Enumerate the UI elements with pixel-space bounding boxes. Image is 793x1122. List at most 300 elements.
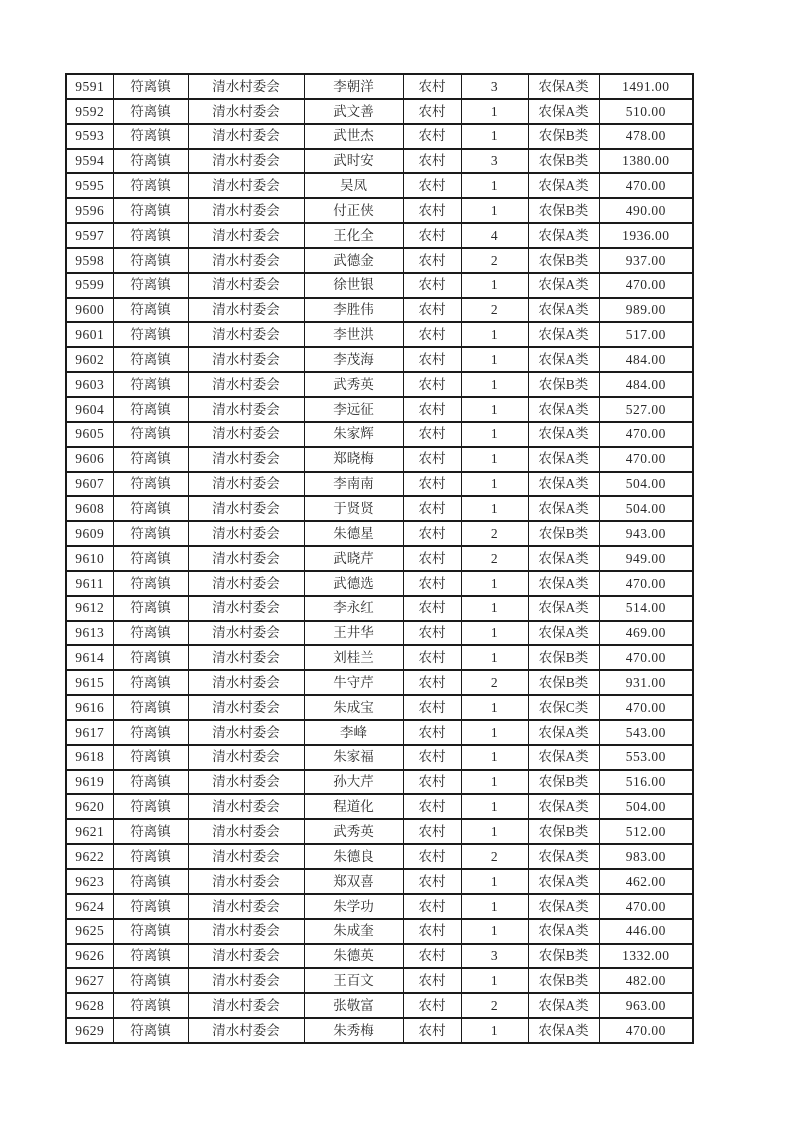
cell-insurance-category: 农保A类	[528, 745, 599, 770]
cell-village-committee: 清水村委会	[188, 695, 304, 720]
cell-village-committee: 清水村委会	[188, 819, 304, 844]
cell-person-count: 3	[461, 149, 528, 174]
cell-person-name: 孙大芹	[304, 770, 403, 795]
cell-town: 符离镇	[113, 819, 188, 844]
cell-town: 符离镇	[113, 273, 188, 298]
cell-insurance-category: 农保A类	[528, 919, 599, 944]
cell-person-name: 王化全	[304, 223, 403, 248]
cell-insurance-category: 农保B类	[528, 645, 599, 670]
cell-amount: 470.00	[599, 894, 693, 919]
cell-person-count: 2	[461, 521, 528, 546]
cell-sequence-number: 9604	[66, 397, 113, 422]
cell-sequence-number: 9616	[66, 695, 113, 720]
cell-person-name: 李永红	[304, 596, 403, 621]
table-row	[66, 173, 693, 198]
table-row	[66, 422, 693, 447]
cell-village-committee: 清水村委会	[188, 248, 304, 273]
table-row	[66, 720, 693, 745]
cell-sequence-number: 9597	[66, 223, 113, 248]
cell-person-count: 1	[461, 173, 528, 198]
cell-sequence-number: 9608	[66, 496, 113, 521]
cell-amount: 989.00	[599, 298, 693, 323]
table-row	[66, 124, 693, 149]
cell-person-name: 武文善	[304, 99, 403, 124]
cell-town: 符离镇	[113, 322, 188, 347]
cell-amount: 553.00	[599, 745, 693, 770]
cell-insurance-category: 农保B类	[528, 968, 599, 993]
cell-amount: 949.00	[599, 546, 693, 571]
cell-town: 符离镇	[113, 99, 188, 124]
cell-village-committee: 清水村委会	[188, 472, 304, 497]
cell-amount: 937.00	[599, 248, 693, 273]
cell-person-name: 武德金	[304, 248, 403, 273]
cell-insurance-category: 农保A类	[528, 496, 599, 521]
cell-sequence-number: 9596	[66, 198, 113, 223]
table-row	[66, 372, 693, 397]
cell-sequence-number: 9613	[66, 621, 113, 646]
table-row	[66, 869, 693, 894]
cell-insurance-category: 农保B类	[528, 198, 599, 223]
cell-amount: 462.00	[599, 869, 693, 894]
cell-person-count: 1	[461, 695, 528, 720]
cell-household-type: 农村	[403, 1018, 461, 1043]
cell-person-name: 牛守芹	[304, 670, 403, 695]
cell-person-name: 朱德良	[304, 844, 403, 869]
table-row	[66, 248, 693, 273]
cell-household-type: 农村	[403, 422, 461, 447]
cell-amount: 470.00	[599, 173, 693, 198]
cell-sequence-number: 9599	[66, 273, 113, 298]
cell-person-count: 1	[461, 124, 528, 149]
cell-village-committee: 清水村委会	[188, 993, 304, 1018]
cell-town: 符离镇	[113, 770, 188, 795]
cell-amount: 517.00	[599, 322, 693, 347]
table-row	[66, 447, 693, 472]
cell-town: 符离镇	[113, 894, 188, 919]
cell-person-count: 2	[461, 248, 528, 273]
cell-person-count: 2	[461, 993, 528, 1018]
cell-insurance-category: 农保C类	[528, 695, 599, 720]
cell-town: 符离镇	[113, 198, 188, 223]
cell-household-type: 农村	[403, 571, 461, 596]
cell-village-committee: 清水村委会	[188, 173, 304, 198]
cell-town: 符离镇	[113, 422, 188, 447]
cell-person-count: 1	[461, 745, 528, 770]
cell-amount: 504.00	[599, 794, 693, 819]
cell-household-type: 农村	[403, 770, 461, 795]
cell-household-type: 农村	[403, 397, 461, 422]
cell-village-committee: 清水村委会	[188, 99, 304, 124]
cell-person-name: 李远征	[304, 397, 403, 422]
cell-town: 符离镇	[113, 794, 188, 819]
cell-person-count: 1	[461, 770, 528, 795]
cell-village-committee: 清水村委会	[188, 298, 304, 323]
cell-village-committee: 清水村委会	[188, 223, 304, 248]
cell-village-committee: 清水村委会	[188, 74, 304, 99]
cell-person-name: 朱德英	[304, 944, 403, 969]
cell-person-name: 程道化	[304, 794, 403, 819]
cell-person-name: 朱德星	[304, 521, 403, 546]
cell-amount: 943.00	[599, 521, 693, 546]
cell-insurance-category: 农保A类	[528, 322, 599, 347]
cell-village-committee: 清水村委会	[188, 968, 304, 993]
cell-household-type: 农村	[403, 248, 461, 273]
cell-household-type: 农村	[403, 596, 461, 621]
cell-village-committee: 清水村委会	[188, 770, 304, 795]
cell-village-committee: 清水村委会	[188, 621, 304, 646]
cell-town: 符离镇	[113, 993, 188, 1018]
cell-insurance-category: 农保A类	[528, 794, 599, 819]
cell-town: 符离镇	[113, 149, 188, 174]
cell-village-committee: 清水村委会	[188, 919, 304, 944]
cell-insurance-category: 农保A类	[528, 422, 599, 447]
cell-person-count: 1	[461, 968, 528, 993]
cell-household-type: 农村	[403, 819, 461, 844]
cell-sequence-number: 9593	[66, 124, 113, 149]
cell-sequence-number: 9628	[66, 993, 113, 1018]
cell-household-type: 农村	[403, 124, 461, 149]
cell-village-committee: 清水村委会	[188, 869, 304, 894]
cell-village-committee: 清水村委会	[188, 794, 304, 819]
cell-person-name: 李峰	[304, 720, 403, 745]
cell-person-name: 武秀英	[304, 372, 403, 397]
cell-household-type: 农村	[403, 993, 461, 1018]
cell-insurance-category: 农保A类	[528, 397, 599, 422]
cell-person-name: 李南南	[304, 472, 403, 497]
cell-amount: 470.00	[599, 447, 693, 472]
cell-insurance-category: 农保A类	[528, 99, 599, 124]
cell-amount: 543.00	[599, 720, 693, 745]
cell-household-type: 农村	[403, 869, 461, 894]
cell-amount: 1380.00	[599, 149, 693, 174]
cell-amount: 527.00	[599, 397, 693, 422]
cell-insurance-category: 农保B类	[528, 124, 599, 149]
cell-amount: 1936.00	[599, 223, 693, 248]
cell-household-type: 农村	[403, 844, 461, 869]
cell-person-count: 1	[461, 347, 528, 372]
cell-sequence-number: 9629	[66, 1018, 113, 1043]
cell-person-name: 武晓芹	[304, 546, 403, 571]
table-row	[66, 745, 693, 770]
cell-town: 符离镇	[113, 596, 188, 621]
cell-person-name: 朱成奎	[304, 919, 403, 944]
cell-sequence-number: 9625	[66, 919, 113, 944]
cell-village-committee: 清水村委会	[188, 844, 304, 869]
table-row	[66, 819, 693, 844]
cell-sequence-number: 9598	[66, 248, 113, 273]
cell-sequence-number: 9601	[66, 322, 113, 347]
cell-amount: 470.00	[599, 571, 693, 596]
cell-amount: 484.00	[599, 347, 693, 372]
cell-village-committee: 清水村委会	[188, 372, 304, 397]
cell-amount: 482.00	[599, 968, 693, 993]
cell-person-count: 1	[461, 571, 528, 596]
table-row	[66, 347, 693, 372]
cell-insurance-category: 农保A类	[528, 596, 599, 621]
cell-household-type: 农村	[403, 372, 461, 397]
table-body	[66, 74, 693, 1043]
cell-insurance-category: 农保B类	[528, 248, 599, 273]
cell-person-count: 2	[461, 670, 528, 695]
cell-town: 符离镇	[113, 720, 188, 745]
cell-sequence-number: 9624	[66, 894, 113, 919]
cell-town: 符离镇	[113, 546, 188, 571]
cell-amount: 504.00	[599, 496, 693, 521]
cell-sequence-number: 9605	[66, 422, 113, 447]
cell-insurance-category: 农保B类	[528, 149, 599, 174]
table-row	[66, 397, 693, 422]
cell-household-type: 农村	[403, 794, 461, 819]
cell-village-committee: 清水村委会	[188, 422, 304, 447]
cell-household-type: 农村	[403, 670, 461, 695]
cell-insurance-category: 农保A类	[528, 298, 599, 323]
cell-amount: 470.00	[599, 422, 693, 447]
cell-village-committee: 清水村委会	[188, 397, 304, 422]
cell-sequence-number: 9595	[66, 173, 113, 198]
cell-amount: 963.00	[599, 993, 693, 1018]
cell-sequence-number: 9591	[66, 74, 113, 99]
cell-person-name: 武秀英	[304, 819, 403, 844]
cell-amount: 514.00	[599, 596, 693, 621]
cell-person-name: 朱家辉	[304, 422, 403, 447]
cell-amount: 510.00	[599, 99, 693, 124]
table-row	[66, 794, 693, 819]
cell-town: 符离镇	[113, 173, 188, 198]
cell-sequence-number: 9609	[66, 521, 113, 546]
cell-village-committee: 清水村委会	[188, 521, 304, 546]
cell-town: 符离镇	[113, 745, 188, 770]
cell-household-type: 农村	[403, 322, 461, 347]
cell-insurance-category: 农保A类	[528, 894, 599, 919]
cell-person-count: 1	[461, 496, 528, 521]
cell-household-type: 农村	[403, 472, 461, 497]
cell-insurance-category: 农保A类	[528, 173, 599, 198]
cell-person-name: 朱学功	[304, 894, 403, 919]
cell-person-name: 朱秀梅	[304, 1018, 403, 1043]
cell-household-type: 农村	[403, 173, 461, 198]
table-row	[66, 298, 693, 323]
cell-sequence-number: 9621	[66, 819, 113, 844]
cell-insurance-category: 农保A类	[528, 720, 599, 745]
cell-village-committee: 清水村委会	[188, 596, 304, 621]
cell-sequence-number: 9610	[66, 546, 113, 571]
cell-village-committee: 清水村委会	[188, 571, 304, 596]
cell-person-count: 4	[461, 223, 528, 248]
cell-person-name: 李胜伟	[304, 298, 403, 323]
cell-sequence-number: 9612	[66, 596, 113, 621]
table-row	[66, 1018, 693, 1043]
cell-insurance-category: 农保A类	[528, 844, 599, 869]
cell-insurance-category: 农保B类	[528, 372, 599, 397]
cell-insurance-category: 农保A类	[528, 223, 599, 248]
table-row	[66, 770, 693, 795]
cell-household-type: 农村	[403, 496, 461, 521]
table-row	[66, 596, 693, 621]
cell-household-type: 农村	[403, 347, 461, 372]
cell-town: 符离镇	[113, 844, 188, 869]
cell-sequence-number: 9615	[66, 670, 113, 695]
cell-person-count: 1	[461, 99, 528, 124]
table-row	[66, 645, 693, 670]
cell-sequence-number: 9607	[66, 472, 113, 497]
cell-insurance-category: 农保A类	[528, 472, 599, 497]
cell-sequence-number: 9627	[66, 968, 113, 993]
table-row	[66, 695, 693, 720]
cell-amount: 484.00	[599, 372, 693, 397]
cell-person-count: 1	[461, 447, 528, 472]
cell-town: 符离镇	[113, 472, 188, 497]
cell-village-committee: 清水村委会	[188, 894, 304, 919]
cell-town: 符离镇	[113, 645, 188, 670]
cell-person-count: 1	[461, 819, 528, 844]
cell-village-committee: 清水村委会	[188, 546, 304, 571]
cell-person-name: 徐世银	[304, 273, 403, 298]
table-row	[66, 944, 693, 969]
table-row	[66, 571, 693, 596]
cell-village-committee: 清水村委会	[188, 745, 304, 770]
cell-town: 符离镇	[113, 223, 188, 248]
cell-village-committee: 清水村委会	[188, 944, 304, 969]
cell-person-count: 1	[461, 198, 528, 223]
table-row	[66, 472, 693, 497]
cell-amount: 446.00	[599, 919, 693, 944]
cell-town: 符离镇	[113, 298, 188, 323]
cell-person-count: 1	[461, 645, 528, 670]
cell-household-type: 农村	[403, 99, 461, 124]
cell-amount: 516.00	[599, 770, 693, 795]
cell-person-name: 朱成宝	[304, 695, 403, 720]
cell-sequence-number: 9623	[66, 869, 113, 894]
cell-household-type: 农村	[403, 968, 461, 993]
cell-household-type: 农村	[403, 546, 461, 571]
cell-town: 符离镇	[113, 670, 188, 695]
table-row	[66, 99, 693, 124]
table-row	[66, 968, 693, 993]
cell-household-type: 农村	[403, 298, 461, 323]
cell-person-name: 武时安	[304, 149, 403, 174]
cell-amount: 470.00	[599, 1018, 693, 1043]
table-row	[66, 74, 693, 99]
cell-person-count: 1	[461, 919, 528, 944]
cell-household-type: 农村	[403, 745, 461, 770]
cell-insurance-category: 农保B类	[528, 521, 599, 546]
cell-amount: 478.00	[599, 124, 693, 149]
cell-town: 符离镇	[113, 248, 188, 273]
cell-person-count: 1	[461, 397, 528, 422]
cell-person-count: 1	[461, 422, 528, 447]
cell-amount: 470.00	[599, 695, 693, 720]
cell-amount: 490.00	[599, 198, 693, 223]
cell-village-committee: 清水村委会	[188, 149, 304, 174]
cell-household-type: 农村	[403, 621, 461, 646]
cell-sequence-number: 9600	[66, 298, 113, 323]
cell-amount: 983.00	[599, 844, 693, 869]
cell-town: 符离镇	[113, 621, 188, 646]
cell-person-name: 朱家福	[304, 745, 403, 770]
cell-person-name: 李世洪	[304, 322, 403, 347]
cell-amount: 1491.00	[599, 74, 693, 99]
cell-person-count: 2	[461, 844, 528, 869]
cell-town: 符离镇	[113, 521, 188, 546]
cell-insurance-category: 农保A类	[528, 347, 599, 372]
cell-amount: 504.00	[599, 472, 693, 497]
cell-sequence-number: 9606	[66, 447, 113, 472]
cell-village-committee: 清水村委会	[188, 198, 304, 223]
cell-sequence-number: 9592	[66, 99, 113, 124]
cell-insurance-category: 农保B类	[528, 944, 599, 969]
cell-town: 符离镇	[113, 347, 188, 372]
cell-household-type: 农村	[403, 695, 461, 720]
cell-village-committee: 清水村委会	[188, 322, 304, 347]
cell-insurance-category: 农保A类	[528, 571, 599, 596]
cell-person-name: 郑晓梅	[304, 447, 403, 472]
cell-person-count: 1	[461, 273, 528, 298]
cell-village-committee: 清水村委会	[188, 273, 304, 298]
table-row	[66, 273, 693, 298]
cell-insurance-category: 农保B类	[528, 819, 599, 844]
cell-person-count: 1	[461, 621, 528, 646]
cell-town: 符离镇	[113, 968, 188, 993]
cell-village-committee: 清水村委会	[188, 1018, 304, 1043]
cell-person-name: 李茂海	[304, 347, 403, 372]
cell-insurance-category: 农保A类	[528, 993, 599, 1018]
table-row	[66, 621, 693, 646]
cell-household-type: 农村	[403, 720, 461, 745]
cell-amount: 470.00	[599, 273, 693, 298]
cell-person-count: 1	[461, 1018, 528, 1043]
cell-household-type: 农村	[403, 74, 461, 99]
table-row	[66, 993, 693, 1018]
cell-amount: 512.00	[599, 819, 693, 844]
cell-household-type: 农村	[403, 894, 461, 919]
cell-person-name: 吴凤	[304, 173, 403, 198]
cell-household-type: 农村	[403, 645, 461, 670]
cell-person-name: 李朝洋	[304, 74, 403, 99]
cell-sequence-number: 9617	[66, 720, 113, 745]
cell-town: 符离镇	[113, 944, 188, 969]
cell-person-count: 1	[461, 322, 528, 347]
cell-sequence-number: 9602	[66, 347, 113, 372]
cell-insurance-category: 农保A类	[528, 74, 599, 99]
table-row	[66, 496, 693, 521]
table-row	[66, 844, 693, 869]
cell-person-count: 1	[461, 720, 528, 745]
table-row	[66, 919, 693, 944]
table-row	[66, 322, 693, 347]
cell-insurance-category: 农保A类	[528, 273, 599, 298]
cell-sequence-number: 9614	[66, 645, 113, 670]
cell-sequence-number: 9620	[66, 794, 113, 819]
cell-insurance-category: 农保A类	[528, 546, 599, 571]
cell-person-name: 郑双喜	[304, 869, 403, 894]
cell-household-type: 农村	[403, 223, 461, 248]
cell-town: 符离镇	[113, 372, 188, 397]
cell-person-count: 1	[461, 794, 528, 819]
cell-sequence-number: 9594	[66, 149, 113, 174]
cell-town: 符离镇	[113, 1018, 188, 1043]
cell-person-count: 1	[461, 472, 528, 497]
cell-person-name: 刘桂兰	[304, 645, 403, 670]
table-row	[66, 149, 693, 174]
cell-town: 符离镇	[113, 869, 188, 894]
cell-village-committee: 清水村委会	[188, 124, 304, 149]
cell-person-name: 张敬富	[304, 993, 403, 1018]
cell-person-count: 1	[461, 596, 528, 621]
cell-person-count: 2	[461, 298, 528, 323]
cell-amount: 470.00	[599, 645, 693, 670]
table-row	[66, 894, 693, 919]
cell-village-committee: 清水村委会	[188, 645, 304, 670]
